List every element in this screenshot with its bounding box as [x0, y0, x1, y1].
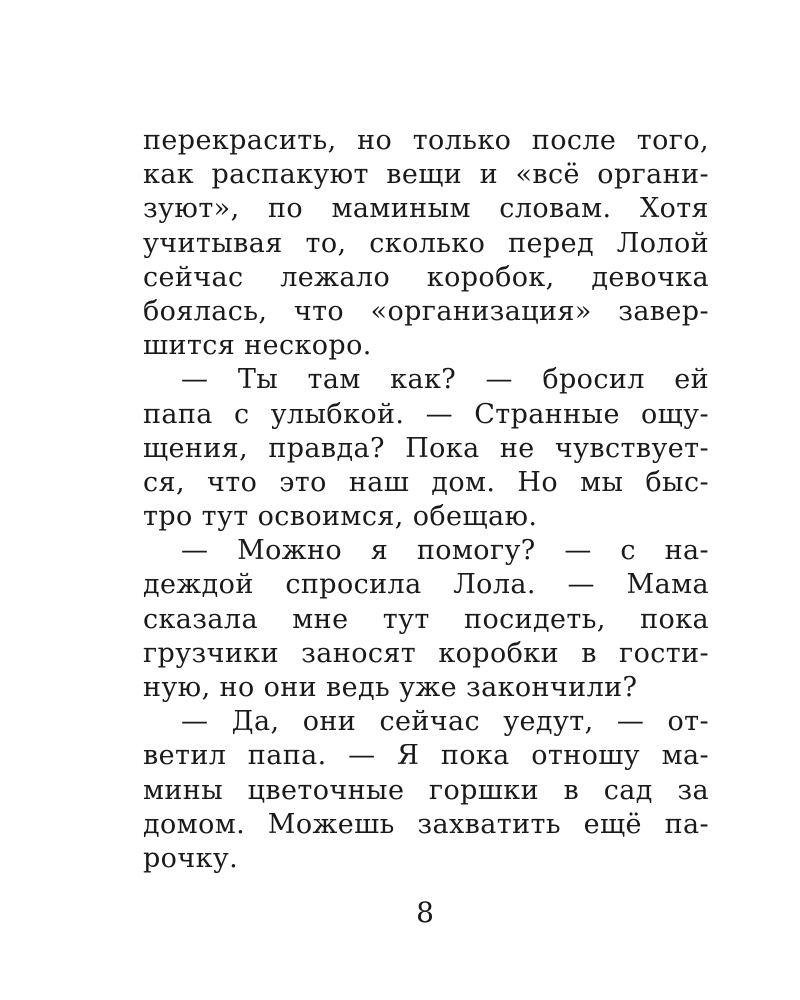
text-line: боялась, что «организация» завер-	[143, 295, 709, 327]
text-line: учитывая то, сколько перед Лолой	[143, 227, 709, 259]
text-line: мины цветочные горшки в сад за	[143, 774, 709, 806]
body-text	[143, 124, 709, 876]
text-line: рочку.	[143, 842, 239, 874]
text-line: шится нескоро.	[143, 330, 372, 362]
text-line: — Ты там как? — бросил ей	[181, 364, 709, 396]
text-line: перекрасить, но только после того,	[143, 125, 709, 156]
text-line: зуют», по маминым словам. Хотя	[143, 193, 709, 225]
text-line: — Можно я помогу? — с на-	[181, 535, 709, 567]
page-number: 8	[416, 896, 434, 929]
text-line: — Да, они сейчас уедут, — от-	[181, 706, 709, 738]
text-line: ся, что это наш дом. Но мы быс-	[143, 466, 709, 498]
text-line: ветил папа. — Я пока отношу ма-	[143, 740, 709, 772]
text-line: ную, но они ведь уже закончили?	[143, 672, 638, 703]
text-line: щения, правда? Пока не чувствует-	[143, 432, 709, 464]
text-line: тро тут освоимся, обещаю.	[143, 501, 538, 533]
text-line: домом. Можешь захватить ещё па-	[143, 808, 709, 840]
text-line: сейчас лежало коробок, девочка	[143, 261, 709, 293]
text-line: деждой спросила Лола. — Мама	[143, 569, 709, 601]
text-line: папа с улыбкой. — Странные ощу-	[143, 398, 709, 430]
text-line: как распакуют вещи и «всё органи-	[143, 159, 709, 191]
text-line: сказала мне тут посидеть, пока	[143, 603, 709, 635]
text-line: грузчики заносят коробки в гости-	[143, 637, 709, 669]
